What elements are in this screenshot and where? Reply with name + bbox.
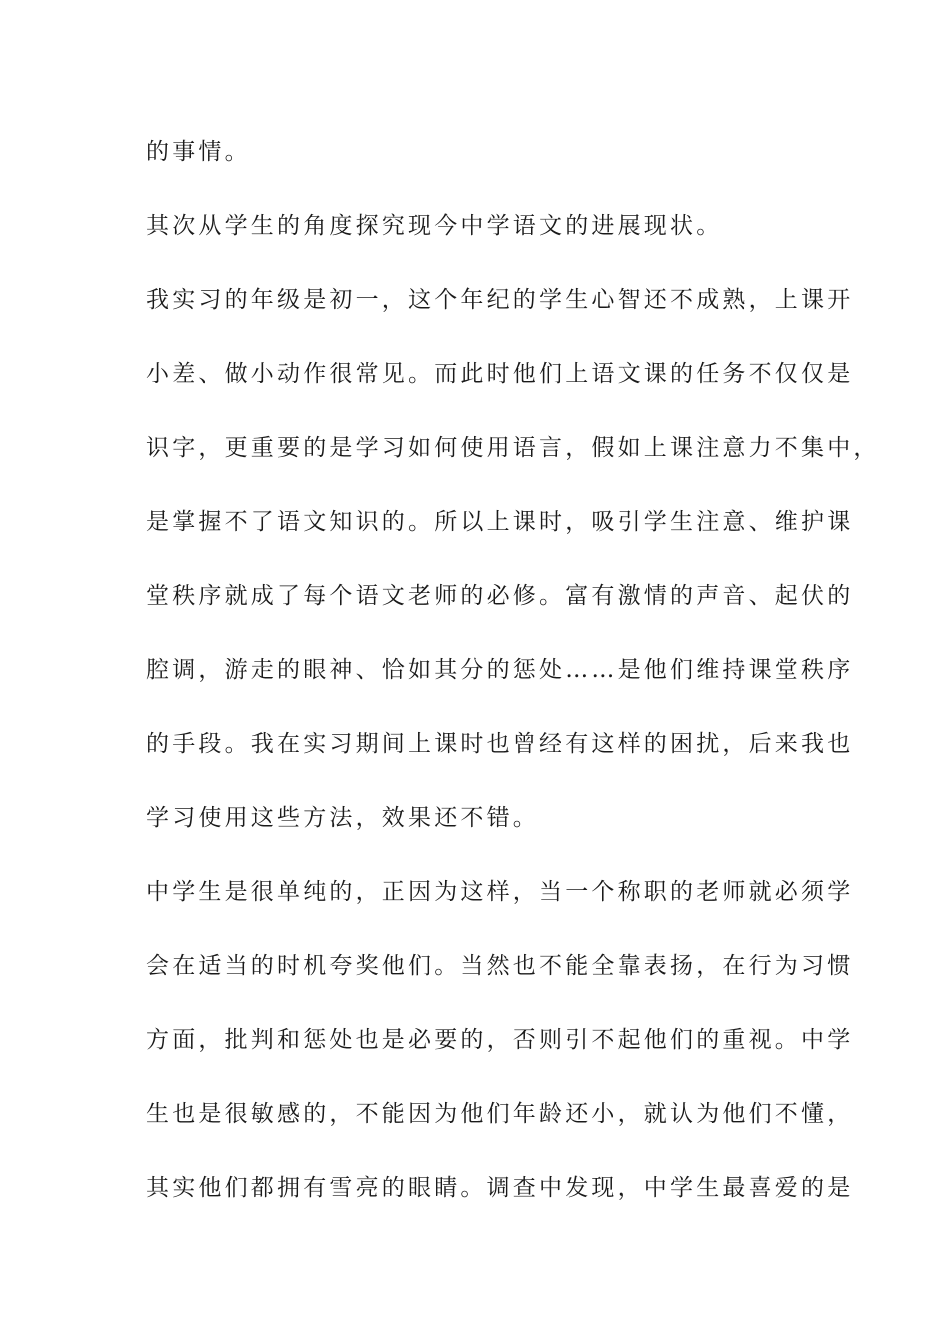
text-line: 中学生是很单纯的，正因为这样，当一个称职的老师就必须学	[146, 879, 854, 905]
text-line: 我实习的年级是初一，这个年纪的学生心智还不成熟，上课开	[146, 287, 854, 313]
text-line: 的手段。我在实习期间上课时也曾经有这样的困扰，后来我也	[146, 731, 854, 757]
text-line: 识字，更重要的是学习如何使用语言，假如上课注意力不集中，	[146, 435, 880, 461]
text-line: 其实他们都拥有雪亮的眼睛。调查中发现，中学生最喜爱的是	[146, 1175, 854, 1201]
text-line: 的事情。	[146, 139, 251, 165]
text-line: 其次从学生的角度探究现今中学语文的进展现状。	[146, 213, 723, 239]
text-line: 学习使用这些方法，效果还不错。	[146, 805, 539, 831]
text-line: 堂秩序就成了每个语文老师的必修。富有激情的声音、起伏的	[146, 583, 854, 609]
text-line: 方面，批判和惩处也是必要的，否则引不起他们的重视。中学	[146, 1027, 854, 1053]
text-line: 腔调，游走的眼神、恰如其分的惩处……是他们维持课堂秩序	[146, 657, 854, 683]
text-line: 是掌握不了语文知识的。所以上课时，吸引学生注意、维护课	[146, 509, 854, 535]
text-line: 生也是很敏感的，不能因为他们年龄还小，就认为他们不懂，	[146, 1101, 854, 1127]
text-line: 会在适当的时机夸奖他们。当然也不能全靠表扬，在行为习惯	[146, 953, 854, 979]
text-line: 小差、做小动作很常见。而此时他们上语文课的任务不仅仅是	[146, 361, 854, 387]
